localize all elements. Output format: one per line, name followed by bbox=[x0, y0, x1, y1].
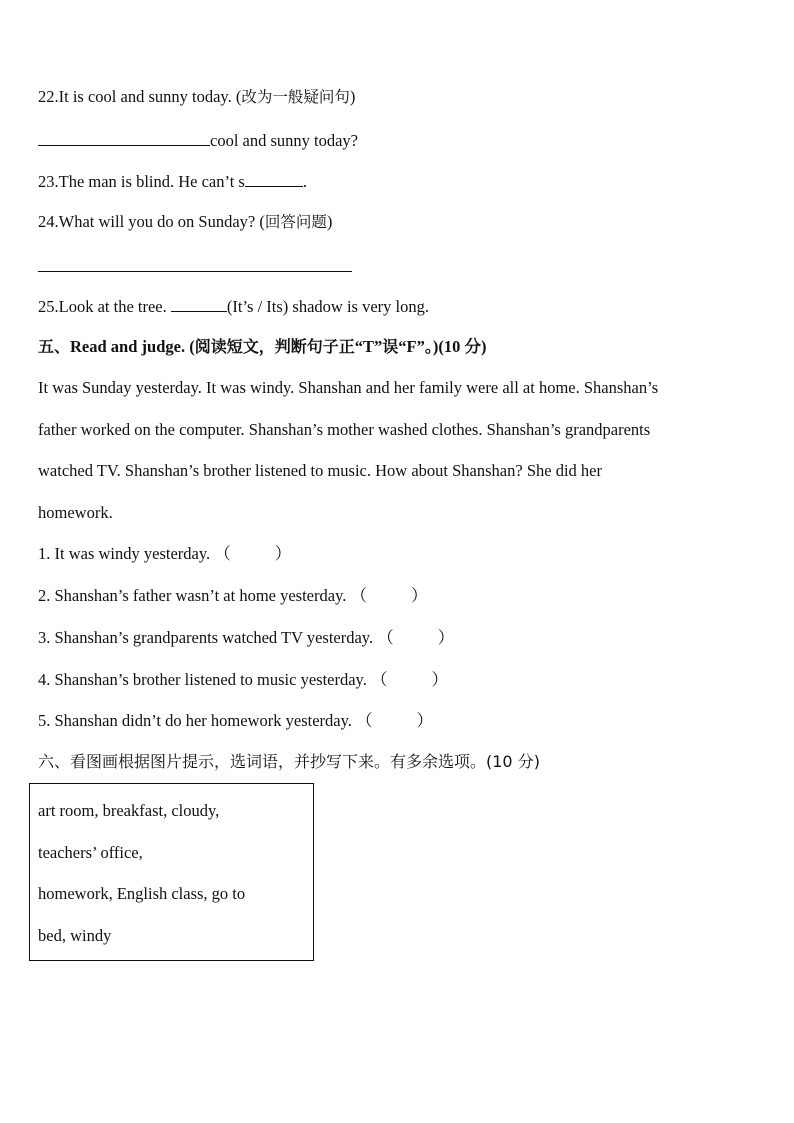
answer-blank[interactable] bbox=[38, 129, 210, 146]
passage-line: watched TV. Shanshan’s brother listened to music. How about Shanshan? She did her bbox=[38, 461, 602, 480]
question-22-answer: cool and sunny today? bbox=[38, 129, 358, 151]
judge-item-4: 4. Shanshan’s brother listened to music yesterday. （ ） bbox=[38, 670, 448, 689]
word-bank-line: homework, English class, go to bbox=[38, 884, 246, 903]
judge-item-1: 1. It was windy yesterday. （ ） bbox=[38, 544, 292, 563]
word-bank-box bbox=[29, 783, 314, 961]
word-bank-line: bed, windy bbox=[38, 926, 112, 945]
section-6-heading: 六、看图画根据图片提示，选词语，并抄写下来。有多余选项。(10 分) bbox=[38, 752, 540, 771]
judge-item-2: 2. Shanshan’s father wasn’t at home yesterday. （ ） bbox=[38, 586, 428, 605]
answer-blank[interactable] bbox=[171, 295, 227, 312]
answer-blank[interactable] bbox=[245, 170, 303, 187]
question-23: 23.The man is blind. He can’t s . bbox=[38, 172, 307, 191]
question-25: 25.Look at the tree. (It’s / Its) shadow is very long. bbox=[38, 297, 429, 316]
judge-answer-box[interactable]: （ ） bbox=[377, 628, 455, 647]
judge-answer-box[interactable]: （ ） bbox=[356, 711, 434, 730]
judge-item-5: 5. Shanshan didn’t do her homework yesterday. （ ） bbox=[38, 711, 434, 730]
answer-line[interactable] bbox=[38, 271, 352, 272]
judge-item-3: 3. Shanshan’s grandparents watched TV yesterday. （ ） bbox=[38, 628, 455, 647]
judge-answer-box[interactable]: （ ） bbox=[214, 544, 292, 563]
question-22: 22.It is cool and sunny today. (改为一般疑问句) bbox=[38, 87, 356, 106]
judge-answer-box[interactable]: （ ） bbox=[371, 670, 448, 689]
passage-line: father worked on the computer. Shanshan’s mother washed clothes. Shanshan’s grandparents bbox=[38, 420, 651, 439]
word-bank-line: teachers’ office, bbox=[38, 843, 143, 862]
question-24: 24.What will you do on Sunday? (回答问题) bbox=[38, 212, 333, 231]
word-bank-line: art room, breakfast, cloudy, bbox=[38, 801, 220, 820]
passage-line: homework. bbox=[38, 503, 113, 522]
section-5-heading: 五、Read and judge. (阅读短文，判断句子正“T”误“F”。)(10 分) bbox=[38, 337, 487, 356]
judge-answer-box[interactable]: （ ） bbox=[350, 586, 428, 605]
passage-line: It was Sunday yesterday. It was windy. Shanshan and her family were all at home. Shanshan’s bbox=[38, 378, 659, 397]
